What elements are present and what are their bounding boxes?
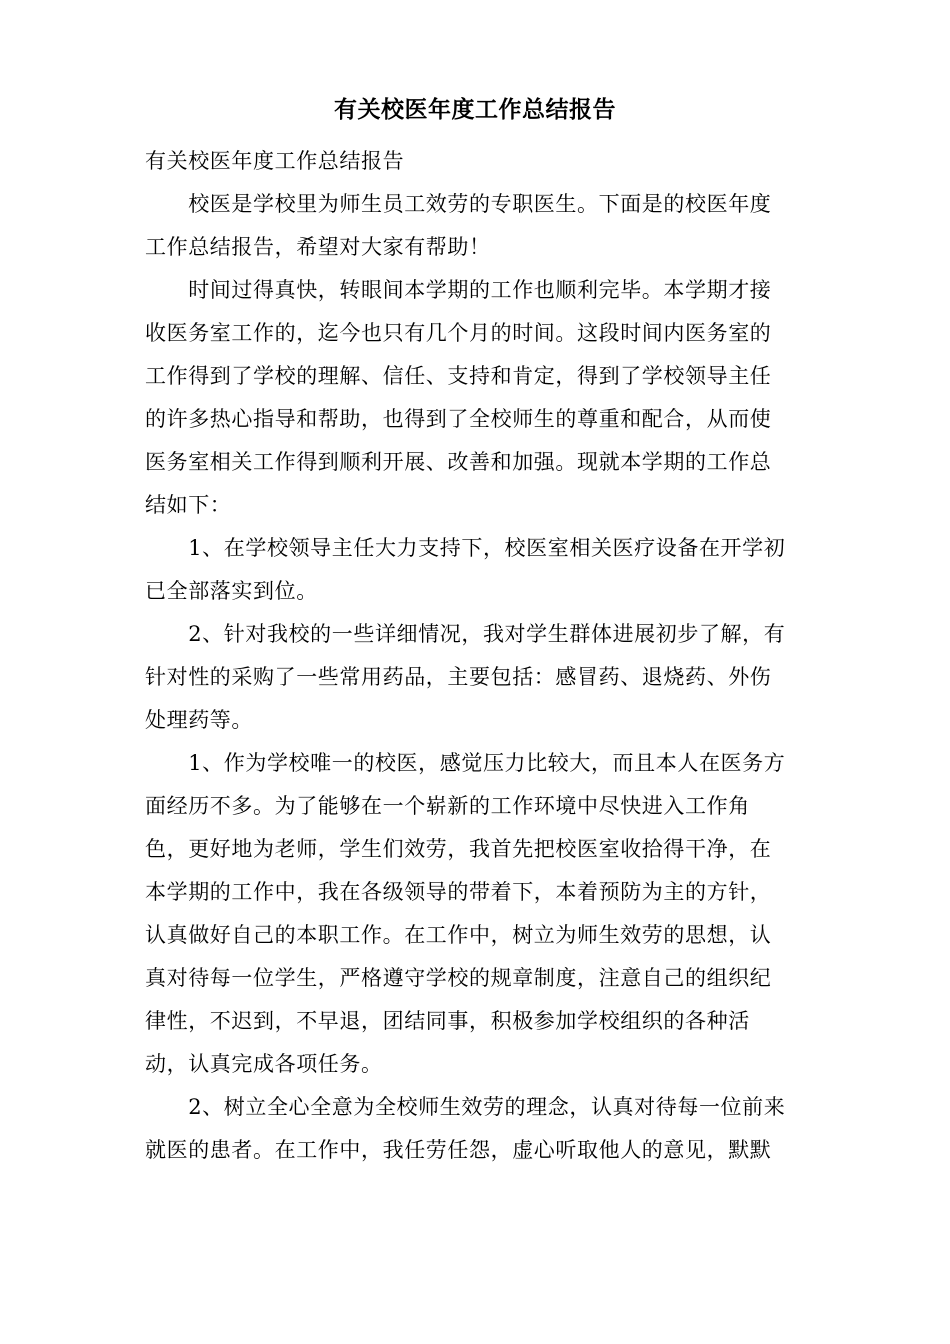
text-line: 1、作为学校唯一的校医，感觉压力比较大，而且本人在医务方 <box>145 751 786 775</box>
text-line: 2、针对我校的一些详细情况，我对学生群体进展初步了解，有 <box>145 622 786 646</box>
text-line: 校医是学校里为师生员工效劳的专职医生。下面是的校医年度 <box>145 192 772 216</box>
document-title: 有关校医年度工作总结报告 <box>334 96 616 123</box>
text-line: 医务室相关工作得到顺利开展、改善和加强。现就本学期的工作总 <box>145 450 772 474</box>
text-line: 针对性的采购了一些常用药品，主要包括：感冒药、退烧药、外伤 <box>145 665 772 689</box>
text-line: 已全部落实到位。 <box>145 579 318 603</box>
text-line: 本学期的工作中，我在各级领导的带着下，本着预防为主的方针， <box>145 880 772 904</box>
text-line: 色，更好地为老师，学生们效劳，我首先把校医室收拾得干净，在 <box>145 837 772 861</box>
text-line: 动，认真完成各项任务。 <box>145 1052 383 1076</box>
text-line: 收医务室工作的，迄今也只有几个月的时间。这段时间内医务室的 <box>145 321 772 345</box>
text-line: 律性，不迟到，不早退，团结同事，积极参加学校组织的各种活 <box>145 1009 750 1033</box>
text-line: 结如下： <box>145 493 232 517</box>
text-line: 工作总结报告，希望对大家有帮助！ <box>145 235 491 259</box>
text-line: 认真做好自己的本职工作。在工作中，树立为师生效劳的思想，认 <box>145 923 772 947</box>
text-line: 面经历不多。为了能够在一个崭新的工作环境中尽快进入工作角 <box>145 794 750 818</box>
text-line: 处理药等。 <box>145 708 253 732</box>
text-line: 时间过得真快，转眼间本学期的工作也顺利完毕。本学期才接 <box>145 278 772 302</box>
text-line: 1、在学校领导主任大力支持下，校医室相关医疗设备在开学初 <box>145 536 786 560</box>
text-line: 就医的患者。在工作中，我任劳任怨，虚心听取他人的意见，默默 <box>145 1138 772 1162</box>
text-line: 真对待每一位学生，严格遵守学校的规章制度，注意自己的组织纪 <box>145 966 772 990</box>
text-line: 工作得到了学校的理解、信任、支持和肯定，得到了学校领导主任 <box>145 364 772 388</box>
text-line: 2、树立全心全意为全校师生效劳的理念，认真对待每一位前来 <box>145 1095 786 1119</box>
text-line: 的许多热心指导和帮助，也得到了全校师生的尊重和配合，从而使 <box>145 407 772 431</box>
text-line: 有关校医年度工作总结报告 <box>145 149 405 173</box>
